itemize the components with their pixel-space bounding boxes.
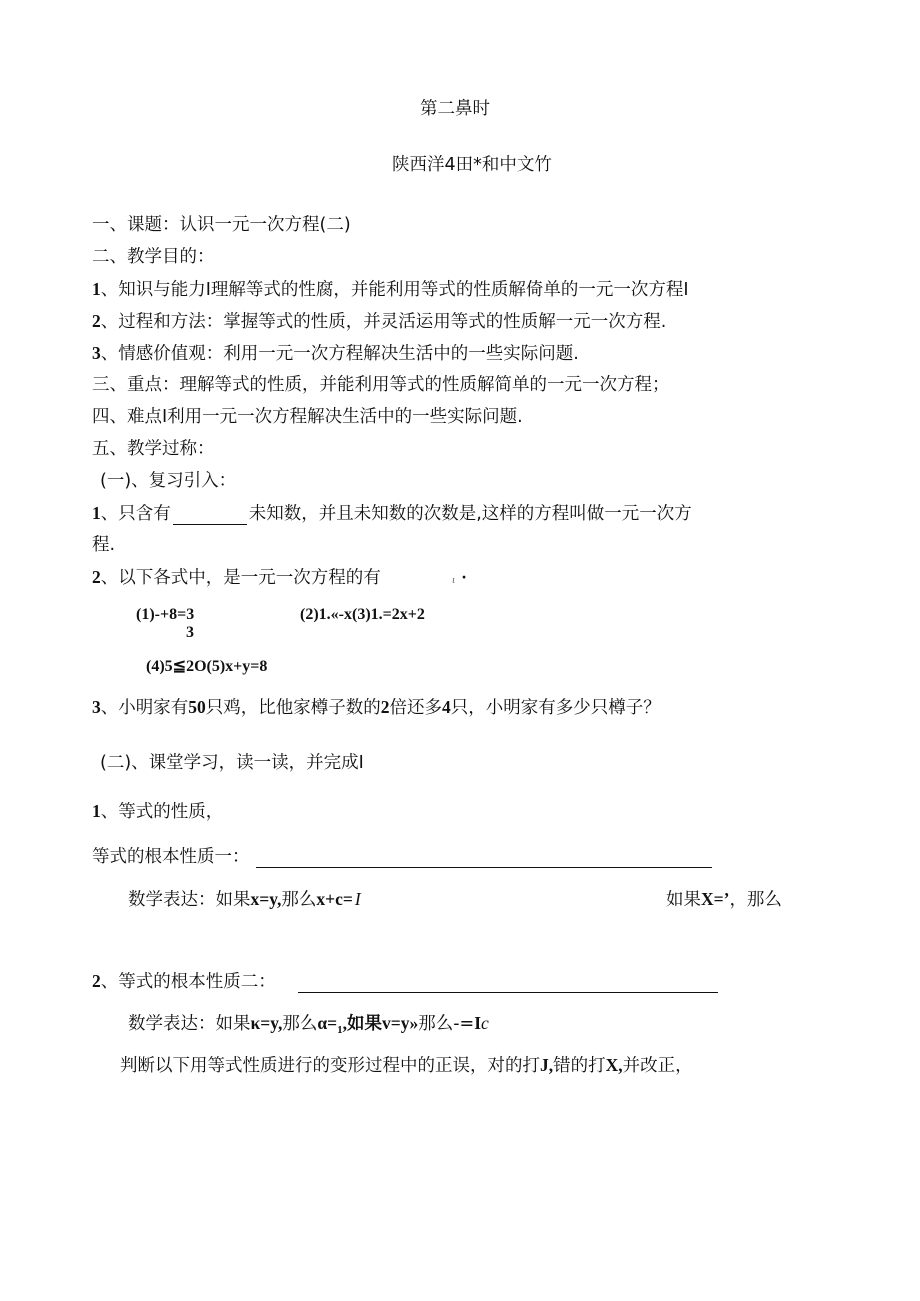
author-line: 陕西洋4田*和中文竹 xyxy=(392,155,552,175)
instr-check-mark: J, xyxy=(540,1055,554,1075)
property-1-line xyxy=(92,846,712,868)
q3-text-d: 只，小明家有多少只樽子？ xyxy=(450,698,661,718)
property-1-label: 等式的根本性质一： xyxy=(92,847,250,867)
property-2-blank xyxy=(298,974,718,993)
question-text: 、以下各式中，是一元一次方程的有 xyxy=(100,568,381,588)
review-question-2 xyxy=(92,566,381,589)
expr2-subscript: 1 xyxy=(337,1024,343,1036)
equality-properties-heading xyxy=(92,800,223,823)
question-text: 、只含有 xyxy=(100,504,171,524)
q3-number-2: 2 xyxy=(380,697,390,717)
equation-3: (4)5≦2O(5)x+y=8 xyxy=(146,658,268,675)
difficulty-line: 四、难点I利用一元一次方程解决生活中的一些实际问题. xyxy=(92,407,523,427)
item-number: 1 xyxy=(92,801,101,821)
expr2-math-a: κ=y, xyxy=(250,1013,283,1033)
answer-blank xyxy=(173,506,247,525)
expr-right-b: X=’ xyxy=(701,889,730,909)
objective-2-text: 、过程和方法：掌握等式的性质，并灵活运用等式的性质解一元一次方程. xyxy=(100,312,667,332)
instr-text-a: 判断以下用等式性质进行的变形过程中的正误，对的打 xyxy=(120,1056,540,1076)
expr-right-c: ，那么 xyxy=(729,890,782,910)
equation-2: (2)1.«-x(3)1.=2x+2 xyxy=(300,606,425,623)
mark-glyph: ι xyxy=(452,574,456,586)
scan-mark xyxy=(452,566,467,591)
expr-right-a: 如果 xyxy=(666,890,701,910)
item-number: 2 xyxy=(92,971,101,991)
item-number: 1 xyxy=(92,503,101,523)
expr2-math-e: c xyxy=(481,1013,489,1033)
process-heading: 五、教学过称： xyxy=(92,439,215,459)
instr-cross-mark: X, xyxy=(605,1055,623,1075)
class-learning-heading: (二)、课堂学习，读一读，并完成I xyxy=(100,753,364,773)
review-heading: (一)、复习引入： xyxy=(100,471,237,491)
objective-2 xyxy=(92,310,666,333)
review-question-3 xyxy=(92,696,661,719)
property-2-expression xyxy=(128,1012,489,1041)
expr-math-c: I xyxy=(354,889,361,909)
q3-text-c: 倍还多 xyxy=(389,698,442,718)
expr2-math-d: I xyxy=(474,1013,482,1033)
review-question-1-cont: 程. xyxy=(92,535,116,555)
objective-1 xyxy=(92,278,689,301)
objective-3-text: 、情感价值观：利用一元一次方程解决生活中的一些实际问题. xyxy=(100,344,579,364)
objective-1-text: 、知识与能力I理解等式的性腐，并能利用等式的性质解倚单的一元一次方程I xyxy=(100,280,689,300)
q3-number-3: 4 xyxy=(442,697,451,717)
judgement-instruction xyxy=(120,1054,693,1077)
property-2-label: 、等式的根本性质二： xyxy=(100,972,276,992)
question-text-cont: 未知数，并且未知数的次数是,这样的方程叫做一元一次方 xyxy=(248,504,692,524)
review-question-1 xyxy=(92,502,692,525)
item-number: 1 xyxy=(92,279,101,299)
heading-text: 、等式的性质， xyxy=(100,802,224,822)
item-number: 2 xyxy=(92,311,101,331)
instr-text-c: 并改正， xyxy=(622,1056,693,1076)
key-point-line: 三、重点：理解等式的性质，并能利用等式的性质解简单的一元一次方程； xyxy=(92,375,670,395)
property-1-blank xyxy=(256,849,712,868)
expr2-text-c: ,如果 xyxy=(342,1013,382,1033)
equation-1: (1)-+8=3 xyxy=(136,606,195,623)
item-number: 3 xyxy=(92,343,101,363)
q3-text-b: 只鸡，比他家樽子数的 xyxy=(205,698,381,718)
q3-text-a: 、小明家有 xyxy=(100,698,189,718)
expr2-text-d: 那么-= xyxy=(418,1014,475,1034)
expr2-text-a: 数学表达：如果 xyxy=(128,1014,251,1034)
expr-text-b: 那么 xyxy=(281,890,317,910)
expr2-math-c: v=y» xyxy=(381,1013,419,1033)
page-title: 第二鼻时 xyxy=(420,99,490,119)
instr-text-b: 错的打 xyxy=(553,1056,606,1076)
property-2-line xyxy=(92,970,718,993)
expr2-text-b: 那么 xyxy=(282,1014,318,1034)
mark-dot: · xyxy=(461,567,467,587)
topic-line: 一、课题：认识一元一次方程(二) xyxy=(92,215,351,235)
property-1-expression xyxy=(128,888,361,911)
equation-1-denominator: 3 xyxy=(186,624,194,641)
expr-math-a: x=y, xyxy=(250,889,282,909)
objectives-heading: 二、教学目的： xyxy=(92,247,215,267)
q3-number-1: 50 xyxy=(188,697,206,717)
expr-math-b: x+c= xyxy=(316,889,353,909)
objective-3 xyxy=(92,342,579,365)
expr2-math-b: α= xyxy=(317,1013,338,1033)
item-number: 2 xyxy=(92,567,101,587)
property-1-expression-right xyxy=(666,888,782,911)
item-number: 3 xyxy=(92,697,101,717)
expr-text-a: 数学表达：如果 xyxy=(128,890,251,910)
